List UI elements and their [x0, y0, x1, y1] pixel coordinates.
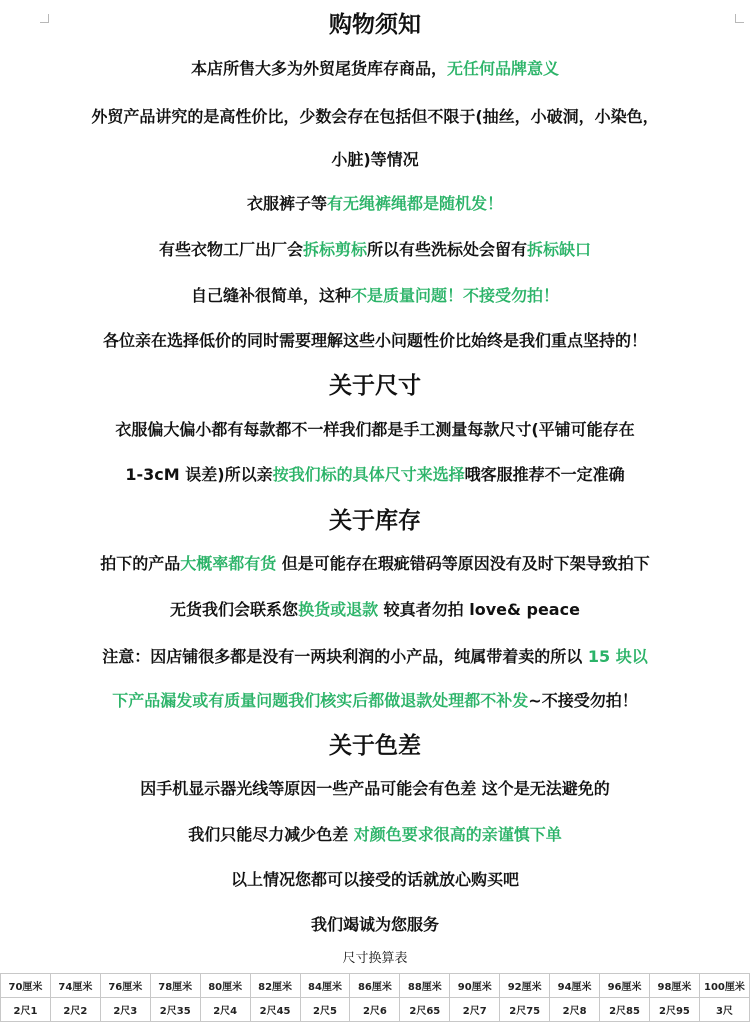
size-conversion-table [0, 973, 750, 1022]
table-cell: 98厘米 [649, 974, 699, 998]
table-cell: 2尺6 [350, 998, 400, 1022]
notice-line: 小脏)等情况 [331, 150, 419, 169]
table-cell: 3尺 [699, 998, 749, 1022]
stock-line: 下产品漏发或有质量问题我们核实后都做退款处理都不补发~不接受勿拍！ [112, 691, 638, 710]
table-cell: 92厘米 [500, 974, 550, 998]
color-line: 我们竭诚为您服务 [310, 915, 439, 934]
stock-line: 无货我们会联系您换货或退款 较真者勿拍 love& peace [170, 600, 580, 619]
table-cell: 100厘米 [699, 974, 749, 998]
size-line: 1-3cM 误差)所以亲按我们标的具体尺寸来选择哦客服推荐不一定准确 [125, 465, 625, 484]
size-table-title: 尺寸换算表 [342, 951, 408, 966]
table-cell: 2尺2 [50, 998, 100, 1022]
table-cell: 2尺75 [500, 998, 550, 1022]
notice-line: 各位亲在选择低价的同时需要理解这些小问题性价比始终是我们重点坚持的！ [102, 331, 647, 350]
table-cell: 94厘米 [550, 974, 600, 998]
table-cell: 2尺85 [600, 998, 650, 1022]
table-cell: 2尺95 [649, 998, 699, 1022]
table-cell: 80厘米 [200, 974, 250, 998]
notice-line: 外贸产品讲究的是高性价比，少数会存在包括但不限于(抽丝，小破洞，小染色， [91, 107, 659, 126]
notice-line: 自己缝补很简单，这种不是质量问题！不接受勿拍！ [190, 286, 560, 305]
table-cell: 88厘米 [400, 974, 450, 998]
stock-line: 注意：因店铺很多都是没有一两块利润的小产品，纯属带着卖的所以 15 块以 [102, 647, 648, 666]
table-cell: 96厘米 [600, 974, 650, 998]
table-cell: 74厘米 [50, 974, 100, 998]
table-cell: 2尺7 [450, 998, 500, 1022]
table-cell: 70厘米 [1, 974, 51, 998]
size-line: 衣服偏大偏小都有每款都不一样我们都是手工测量每款尺寸(平铺可能存在 [115, 420, 635, 439]
color-line: 我们只能尽力减少色差 对颜色要求很高的亲谨慎下单 [188, 825, 562, 844]
table-cell: 78厘米 [150, 974, 200, 998]
notice-line: 本店所售大多为外贸尾货库存商品，无任何品牌意义 [190, 59, 560, 78]
table-cell: 82厘米 [250, 974, 300, 998]
table-cell: 2尺45 [250, 998, 300, 1022]
table-cell: 84厘米 [300, 974, 350, 998]
table-cell: 86厘米 [350, 974, 400, 998]
table-cell: 2尺5 [300, 998, 350, 1022]
table-cell: 2尺35 [150, 998, 200, 1022]
notice-line: 衣服裤子等有无绳裤绳都是随机发！ [246, 194, 504, 213]
table-row-chi [1, 998, 750, 1022]
table-cell: 2尺65 [400, 998, 450, 1022]
table-cell: 76厘米 [100, 974, 150, 998]
notice-line: 有些衣物工厂出厂会拆标剪标所以有些洗标处会留有拆标缺口 [158, 240, 592, 259]
color-line: 以上情况您都可以接受的话就放心购买吧 [230, 870, 519, 889]
about-stock-title: 关于库存 [329, 508, 421, 534]
about-size-title: 关于尺寸 [329, 373, 421, 399]
table-cell: 2尺8 [550, 998, 600, 1022]
stock-line: 拍下的产品大概率都有货 但是可能存在瑕疵错码等原因没有及时下架导致拍下 [100, 554, 650, 573]
table-cell: 2尺1 [1, 998, 51, 1022]
color-line: 因手机显示器光线等原因一些产品可能会有色差 这个是无法避免的 [140, 779, 610, 798]
table-cell: 2尺3 [100, 998, 150, 1022]
about-color-title: 关于色差 [329, 733, 421, 759]
table-row-cm [1, 974, 750, 998]
purchase-notice-title: 购物须知 [329, 12, 421, 38]
table-cell: 90厘米 [450, 974, 500, 998]
table-cell: 2尺4 [200, 998, 250, 1022]
